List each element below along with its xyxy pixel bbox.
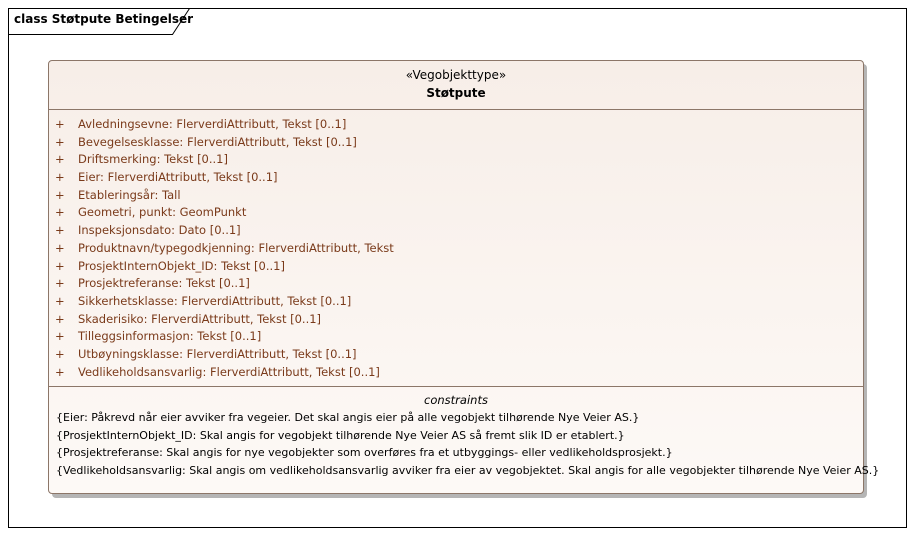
attribute-visibility: + xyxy=(55,187,65,202)
constraint-row[interactable]: {Vedlikeholdsansvarlig: Skal angis om vedlikeholdsansvarlig avviker fra eier av vegobjektet. Skal angis for alle vegobjekter tilhørende Nye Veier AS.} xyxy=(56,463,880,477)
attribute-visibility: + xyxy=(55,311,65,326)
attribute-visibility: + xyxy=(55,240,65,255)
attribute-visibility: + xyxy=(55,364,65,379)
constraints-divider xyxy=(49,386,863,387)
class-header xyxy=(49,61,863,110)
attribute-text: ProsjektInternObjekt_ID: Tekst [0..1] xyxy=(78,258,285,273)
attribute-text: Bevegelsesklasse: FlerverdiAttributt, Tekst [0..1] xyxy=(78,134,357,149)
attribute-visibility: + xyxy=(55,346,65,361)
attribute-row[interactable] xyxy=(49,222,863,240)
attribute-row[interactable] xyxy=(49,204,863,222)
attribute-text: Inspeksjonsdato: Dato [0..1] xyxy=(78,223,241,238)
class-name: Støtpute xyxy=(426,86,486,100)
attribute-row[interactable] xyxy=(49,346,863,364)
attribute-row[interactable] xyxy=(49,134,863,152)
attribute-visibility: + xyxy=(55,152,65,167)
attribute-visibility: + xyxy=(55,117,65,131)
constraint-row[interactable]: {ProsjektInternObjekt_ID: Skal angis for vegobjekt tilhørende Nye Veier AS så fremt slik ID er etablert.} xyxy=(56,428,625,442)
attribute-visibility: + xyxy=(55,170,65,185)
constraint-row[interactable]: {Eier: Påkrevd når eier avviker fra vegeier. Det skal angis eier på alle vegobjekt tilhørende Nye Veier AS.} xyxy=(56,411,640,424)
attribute-row[interactable] xyxy=(49,169,863,187)
attribute-text: Prosjektreferanse: Tekst [0..1] xyxy=(78,276,250,291)
attribute-text: Driftsmerking: Tekst [0..1] xyxy=(78,152,228,167)
attribute-row[interactable] xyxy=(49,258,863,276)
class-stotpute[interactable] xyxy=(48,60,880,494)
attribute-row[interactable] xyxy=(49,328,863,346)
attribute-text: Utbøyningsklasse: FlerverdiAttributt, Tekst [0..1] xyxy=(78,346,357,361)
attribute-text: Sikkerhetsklasse: FlerverdiAttributt, Tekst [0..1] xyxy=(78,293,352,308)
attribute-row[interactable] xyxy=(49,116,863,134)
attribute-visibility: + xyxy=(55,223,65,238)
attribute-text: Skaderisiko: FlerverdiAttributt, Tekst [0..1] xyxy=(78,311,322,326)
constraint-row[interactable]: {Prosjektreferanse: Skal angis for nye vegobjekter som overføres fra et utbyggings- eller vedlikeholdsprosjekt.} xyxy=(56,446,673,460)
attribute-row[interactable] xyxy=(49,240,863,258)
class-stereotype: «Vegobjekttype» xyxy=(405,68,507,82)
attribute-text: Eier: FlerverdiAttributt, Tekst [0..1] xyxy=(78,170,278,185)
attribute-text: Vedlikeholdsansvarlig: FlerverdiAttributt, Tekst [0..1] xyxy=(78,364,380,379)
attribute-visibility: + xyxy=(55,134,65,149)
attribute-row[interactable] xyxy=(49,151,863,169)
constraints-title: constraints xyxy=(424,393,488,407)
frame-title: class Støtpute Betingelser xyxy=(14,12,194,26)
attribute-row[interactable] xyxy=(49,187,863,205)
attribute-row[interactable] xyxy=(49,293,863,311)
attribute-visibility: + xyxy=(55,329,65,344)
attribute-row[interactable] xyxy=(49,275,863,293)
attribute-visibility: + xyxy=(55,205,65,220)
attribute-text: Avledningsevne: FlerverdiAttributt, Tekst [0..1] xyxy=(78,117,347,131)
attribute-list xyxy=(49,116,863,381)
constraint-list xyxy=(56,409,880,479)
attribute-visibility: + xyxy=(55,293,65,308)
attribute-visibility: + xyxy=(55,276,65,291)
attribute-visibility: + xyxy=(55,258,65,273)
attribute-text: Geometri, punkt: GeomPunkt xyxy=(78,205,247,220)
attribute-text: Produktnavn/typegodkjenning: FlerverdiAttributt, Tekst xyxy=(78,240,394,255)
attribute-text: Etableringsår: Tall xyxy=(78,187,181,202)
attribute-row[interactable] xyxy=(49,311,863,329)
frame-tab xyxy=(8,8,194,35)
attribute-row[interactable] xyxy=(49,364,863,382)
attribute-text: Tilleggsinformasjon: Tekst [0..1] xyxy=(78,329,262,344)
